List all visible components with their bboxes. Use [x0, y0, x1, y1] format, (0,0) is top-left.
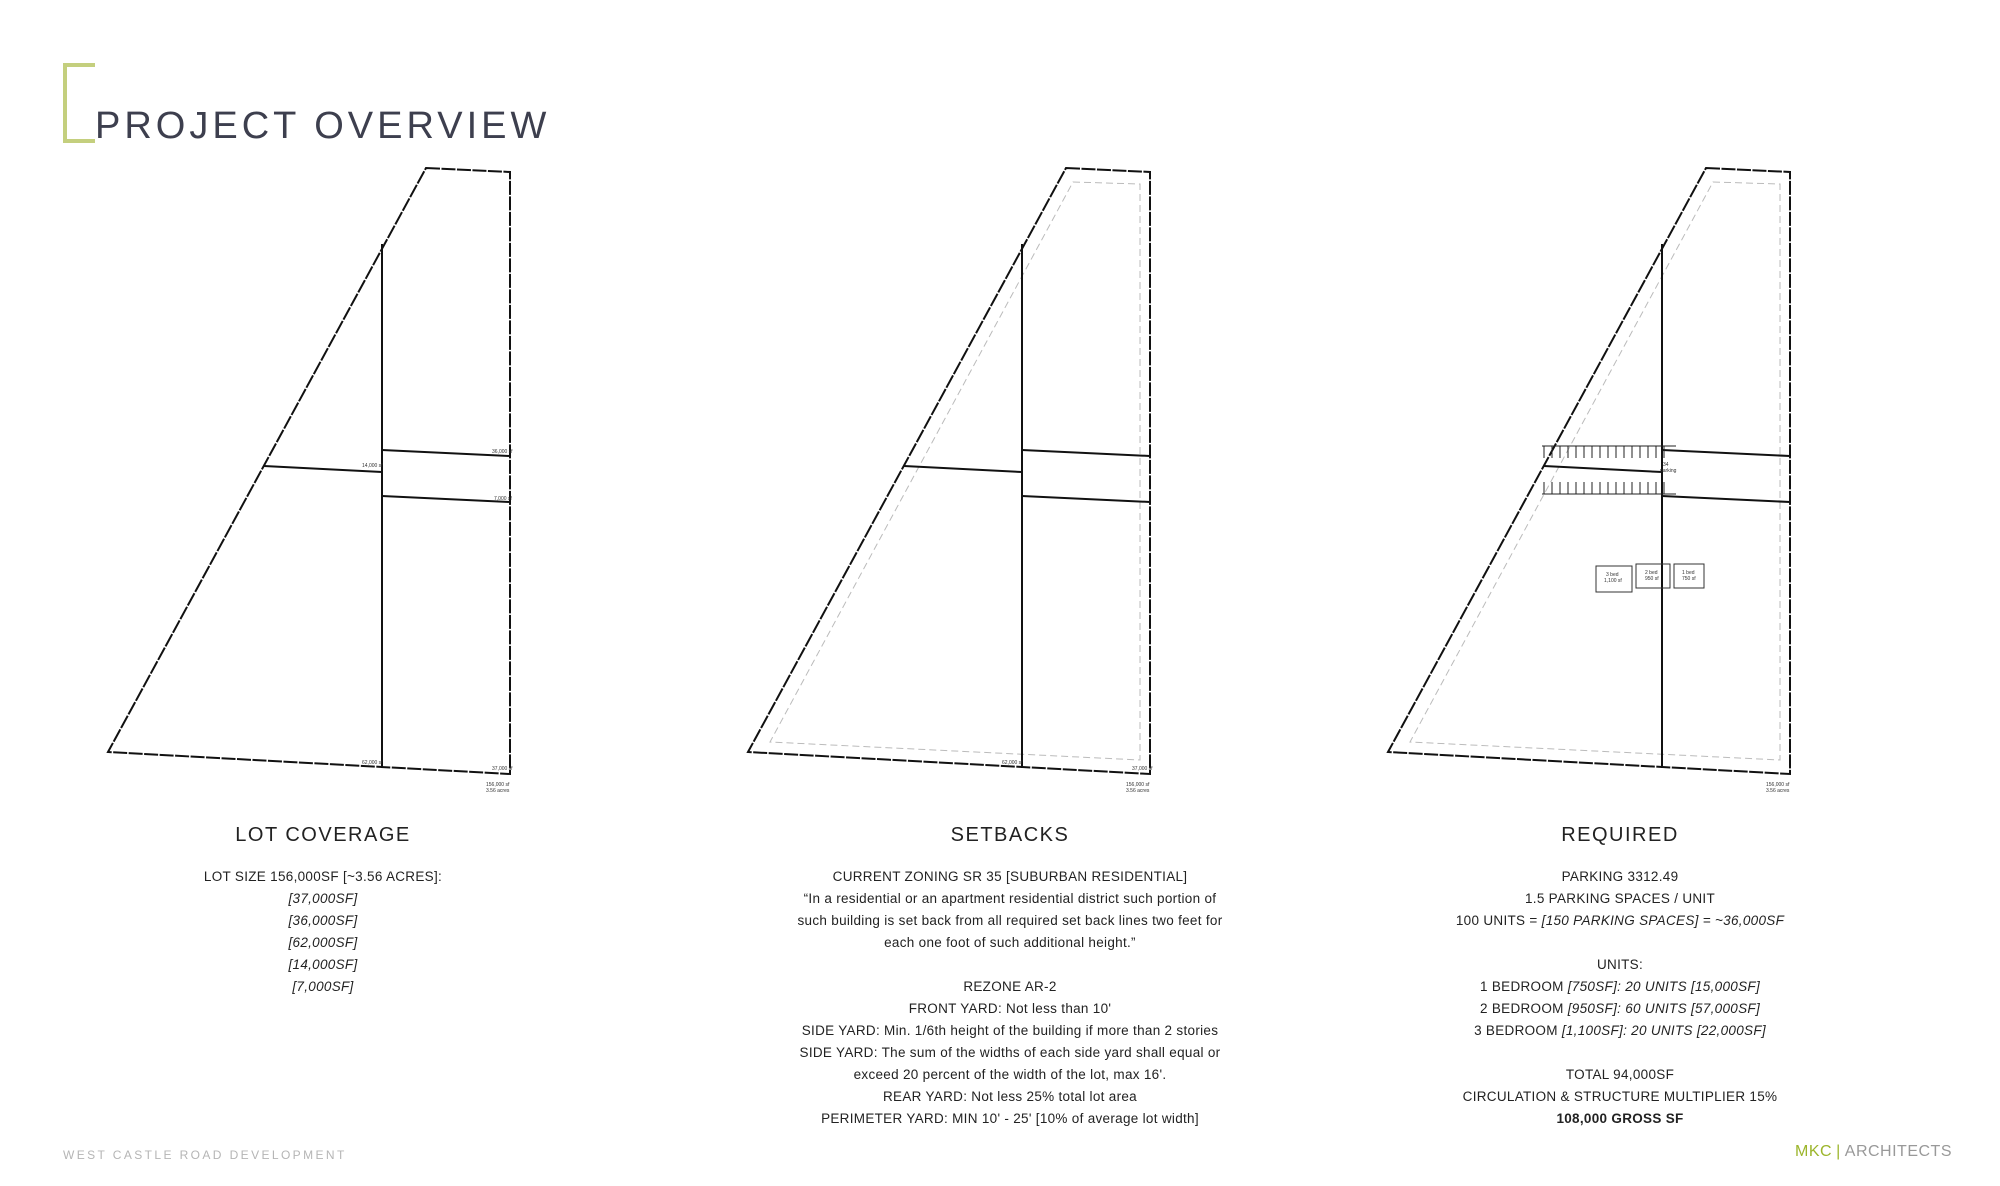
zoning-line: CURRENT ZONING SR 35 [SUBURBAN RESIDENTIAL] — [832, 869, 1188, 884]
title-bracket — [63, 63, 95, 143]
area-label: 62,000 sf — [362, 760, 383, 766]
unit-row-label: 3 BEDROOM — [1474, 1023, 1562, 1038]
lot-boundary — [108, 168, 510, 774]
multiplier-line: CIRCULATION & STRUCTURE MULTIPLIER 15% — [1462, 1089, 1778, 1104]
units-prefix: 100 UNITS = — [1455, 913, 1542, 928]
lot-coverage-heading: LOT COVERAGE — [235, 824, 411, 846]
total-area-label: 156,000 sf — [1766, 782, 1790, 788]
required-section — [1390, 822, 1850, 1130]
required-plan — [1380, 160, 1800, 810]
unit-2bed-label: 2 bed — [1645, 570, 1658, 576]
total-acres-label: 3.56 acres — [1766, 788, 1790, 794]
lot-size-line: LOT SIZE 156,000SF [~3.56 ACRES]: — [203, 869, 443, 884]
setback-line — [1410, 182, 1780, 760]
unit-2bed-area: 950 sf — [1645, 576, 1659, 582]
lot-boundary — [1388, 168, 1790, 774]
parking-label: parking — [1660, 468, 1677, 474]
lot-area-line: [37,000SF] — [288, 891, 358, 906]
lot-divider-lower — [382, 496, 510, 502]
setbacks-plan — [740, 160, 1160, 810]
lot-divider-west — [904, 466, 1022, 472]
setback-rule: SIDE YARD: The sum of the widths of each side yard shall equal or — [799, 1045, 1221, 1060]
unit-row — [1390, 976, 1850, 998]
lot-coverage-plan — [100, 160, 520, 810]
spacer — [1390, 932, 1850, 954]
lot-coverage-section — [93, 822, 553, 998]
setback-rule: PERIMETER YARD: MIN 10' - 25' [10% of average lot width] — [821, 1111, 1199, 1126]
unit-row-detail: [950SF]: 60 UNITS [57,000SF] — [1567, 1001, 1760, 1016]
lot-divider-upper — [1022, 450, 1150, 456]
quote-line: such building is set back from all required set back lines two feet for — [797, 913, 1223, 928]
brand-mark: MKC — [1795, 1143, 1833, 1160]
unit-row-detail: [750SF]: 20 UNITS [15,000SF] — [1567, 979, 1760, 994]
quote-line: “In a residential or an apartment residential district such portion of — [803, 891, 1217, 906]
firm-logo — [1795, 1143, 1952, 1161]
units-spaces: [150 PARKING SPACES] — [1541, 913, 1699, 928]
unit-1bed-area: 750 sf — [1682, 576, 1696, 582]
spacer — [780, 954, 1240, 976]
firm-name: ARCHITECTS — [1844, 1143, 1952, 1160]
total-acres-label: 3.56 acres — [1126, 788, 1150, 794]
quote-line: each one foot of such additional height.” — [884, 935, 1136, 950]
unit-row-label: 2 BEDROOM — [1479, 1001, 1568, 1016]
required-heading: REQUIRED — [1561, 824, 1679, 846]
required-site-plan — [1380, 160, 1800, 810]
total-acres-label: 3.56 acres — [486, 788, 510, 794]
setback-rule: FRONT YARD: Not less than 10' — [908, 1001, 1112, 1016]
units-suffix: = ~36,000SF — [1698, 913, 1785, 928]
area-label: 62,000 sf — [1002, 760, 1023, 766]
parking-count-label: 34 — [1663, 462, 1669, 468]
spacer — [1390, 1042, 1850, 1064]
setback-rule: exceed 20 percent of the width of the lot, max 16'. — [853, 1067, 1167, 1082]
lot-area-line: [14,000SF] — [288, 957, 358, 972]
setback-rule: REAR YARD: Not less 25% total lot area — [882, 1089, 1137, 1104]
lot-divider-lower — [1662, 496, 1790, 502]
area-label: 36,000 sf — [492, 449, 513, 455]
project-name-footer: WEST CASTLE ROAD DEVELOPMENT — [63, 1148, 347, 1162]
total-area-label: 156,000 sf — [486, 782, 510, 788]
unit-row-label: 1 BEDROOM — [1479, 979, 1568, 994]
units-parking-line — [1390, 910, 1850, 932]
area-label: 14,000 sf — [362, 463, 383, 469]
lot-area-line: [62,000SF] — [288, 935, 358, 950]
gross-line: 108,000 GROSS SF — [1556, 1111, 1684, 1126]
setbacks-heading: SETBACKS — [950, 824, 1070, 846]
unit-3bed-label: 3 bed — [1606, 572, 1619, 578]
lot-boundary — [748, 168, 1150, 774]
parking-ratio: 1.5 PARKING SPACES / UNIT — [1524, 891, 1716, 906]
unit-row-detail: [1,100SF]: 20 UNITS [22,000SF] — [1561, 1023, 1766, 1038]
units-heading: UNITS: — [1596, 957, 1644, 972]
unit-row — [1390, 1020, 1850, 1042]
parking-title: PARKING 3312.49 — [1561, 869, 1679, 884]
setback-line — [770, 182, 1140, 760]
rezone-line: REZONE AR-2 — [963, 979, 1057, 994]
setbacks-section — [780, 822, 1240, 1130]
setback-rule: SIDE YARD: Min. 1/6th height of the building if more than 2 stories — [801, 1023, 1219, 1038]
area-label: 37,000 sf — [492, 766, 513, 772]
lot-divider-west — [1544, 466, 1662, 472]
page-title: PROJECT OVERVIEW — [95, 105, 551, 148]
lot-area-line: [7,000SF] — [292, 979, 354, 994]
area-label: 7,000 sf — [494, 496, 512, 502]
total-area-label: 156,000 sf — [1126, 782, 1150, 788]
total-line: TOTAL 94,000SF — [1565, 1067, 1675, 1082]
lot-divider-lower — [1022, 496, 1150, 502]
brand-separator: | — [1836, 1143, 1841, 1160]
unit-row — [1390, 998, 1850, 1020]
lot-area-line: [36,000SF] — [288, 913, 358, 928]
lot-divider-upper — [382, 450, 510, 456]
lot-divider-upper — [1662, 450, 1790, 456]
unit-3bed-area: 1,100 sf — [1604, 578, 1622, 584]
lot-coverage-site-plan — [100, 160, 520, 810]
unit-1bed-label: 1 bed — [1682, 570, 1695, 576]
setbacks-site-plan — [740, 160, 1160, 810]
area-label: 37,000 sf — [1132, 766, 1153, 772]
